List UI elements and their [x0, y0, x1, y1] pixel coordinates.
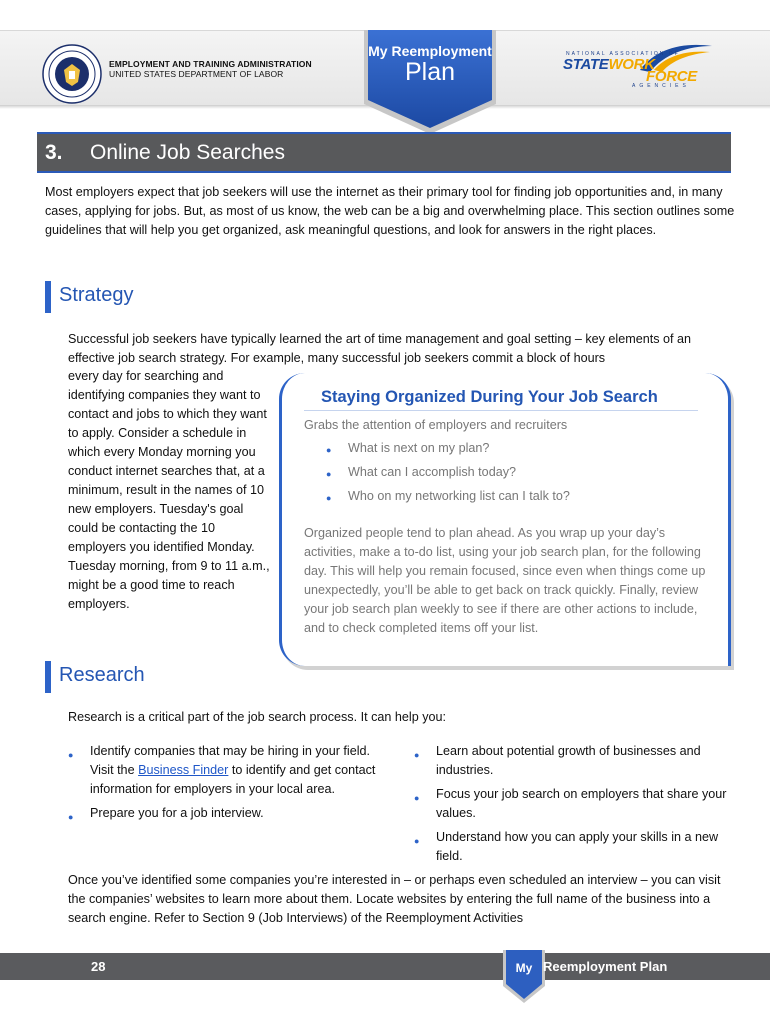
dol-seal-icon	[42, 44, 102, 104]
swa-force: FORCE	[646, 68, 698, 85]
swa-top-text: NATIONAL ASSOCIATION OF	[566, 51, 680, 57]
list-item	[414, 828, 744, 866]
swa-work: WORK	[608, 56, 655, 73]
bullet-dot-icon: ●	[414, 750, 420, 760]
list-item-text: Focus your job search on employers that share your values.	[436, 787, 727, 820]
research-accent-bar	[45, 661, 51, 693]
bullet-dot-icon: ●	[326, 469, 332, 479]
strategy-paragraph-rest: every day for searching and identifying companies they want to contact and jobs to which they want to apply. Consider a schedule in which every Monday morning you conduct internet searches that, at a minimum, result in the names of 10 new employers. Tuesday's goal could be contacting the 10 employers you identified Monday. Tuesday morning, from 9 to 11 a.m., might be a good time to reach employers.	[68, 369, 270, 611]
callout-divider	[304, 410, 698, 411]
section-title: Online Job Searches	[90, 141, 285, 164]
list-item	[414, 742, 744, 780]
bullet-dot-icon: ●	[68, 750, 74, 760]
badge-big-text: Plan	[404, 58, 456, 86]
research-intro: Research is a critical part of the job search process. It can help you:	[68, 710, 446, 724]
research-closing-paragraph: Once you’ve identified some companies you’re interested in – or perhaps even scheduled an interview – you can visit the companies’ websites to learn more about them. Locate websites by entering the full name of the business into a search engine. Refer to Section 9 (Job Interviews) of the Reemployment Activities	[68, 873, 721, 925]
strategy-paragraph-lead: Successful job seekers have typically learned the art of time management and goal setting – key elements of an effective job search strategy. For example, many successful job seekers commit a block of hours	[68, 332, 692, 365]
callout-paragraph: Organized people tend to plan ahead. As you wrap up your day’s activities, make a to-do list, using your job search plan, for the following day. This will help you remain focused, since even when things come up unexpectedly, you’ll be able to get back on track quickly. Finally, review your job search plan weekly to see if there are other actions to include, and to check completed items off your list.	[304, 526, 706, 635]
bullet-dot-icon: ●	[414, 793, 420, 803]
list-item-text: What is next on my plan?	[348, 441, 490, 455]
bullet-dot-icon: ●	[68, 812, 74, 822]
swa-logo-text	[563, 56, 655, 73]
page-number: 28	[91, 959, 106, 974]
callout-title: Staying Organized During Your Job Search	[321, 388, 658, 406]
agency-title: EMPLOYMENT AND TRAINING ADMINISTRATION	[109, 59, 312, 69]
list-item-text: Understand how you can apply your skills in a new field.	[436, 830, 719, 863]
research-list-right	[414, 742, 744, 871]
business-finder-link[interactable]: Business Finder	[138, 763, 229, 777]
footer-badge	[503, 950, 545, 1004]
list-item-text: Prepare you for a job interview.	[90, 806, 264, 820]
footer-title: Reemployment Plan	[543, 959, 668, 974]
swa-state: STATE	[563, 56, 609, 73]
strategy-accent-bar	[45, 281, 51, 313]
bullet-dot-icon: ●	[414, 836, 420, 846]
list-item-text: to identify and get contact information for employers in your local area.	[90, 763, 376, 796]
bullet-dot-icon: ●	[326, 445, 332, 455]
list-item-text: Learn about potential growth of businesses and industries.	[436, 744, 701, 777]
list-item-text: Who on my networking list can I talk to?	[348, 489, 570, 503]
list-item	[414, 785, 744, 823]
swa-agencies: AGENCIES	[632, 83, 690, 89]
list-item-text: Identify companies that may be hiring in your field. Visit the	[90, 744, 371, 777]
list-item	[326, 441, 570, 465]
list-item	[326, 489, 570, 513]
section-heading-bar	[37, 132, 731, 173]
section-number: 3.	[45, 141, 63, 164]
research-heading: Research	[59, 664, 145, 686]
list-item	[68, 742, 388, 799]
section-intro: Most employers expect that job seekers will use the internet as their primary tool for finding job opportunities and, in many cases, applying for jobs. But, as most of us know, the web can be a big and overwhelming place. This section outlines some guidelines that will help you get organized, ask meaningful questions, and look for answers in the right places.	[45, 185, 735, 237]
list-item	[68, 804, 388, 823]
list-item-text: What can I accomplish today?	[348, 465, 516, 479]
list-item	[326, 465, 570, 489]
bullet-dot-icon: ●	[326, 493, 332, 503]
agency-subtitle: UNITED STATES DEPARTMENT OF LABOR	[109, 69, 284, 79]
strategy-heading: Strategy	[59, 284, 134, 306]
footer-badge-text: My	[515, 961, 533, 975]
research-list-left	[68, 742, 388, 823]
badge-small-text: My Reemployment	[368, 43, 492, 59]
callout-intro: Grabs the attention of employers and recruiters	[304, 418, 568, 432]
callout-list	[326, 441, 570, 513]
